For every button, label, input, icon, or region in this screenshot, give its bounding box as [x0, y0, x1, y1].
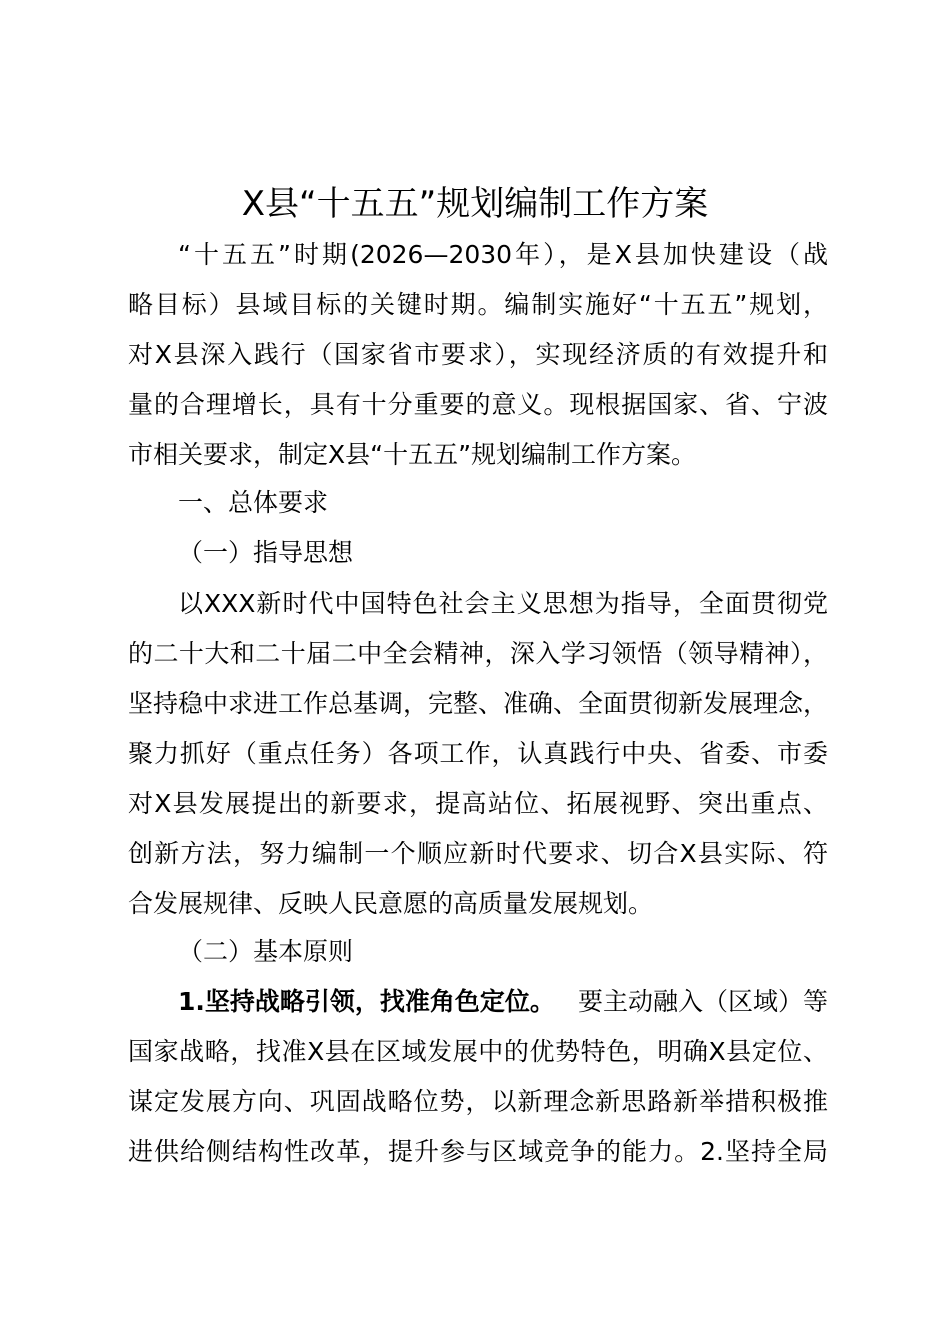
paragraph-line: 谋定发展方向、巩固战略位势，以新理念新思路新举措积极推: [128, 1087, 828, 1116]
paragraph-line: 市相关要求，制定X县“十五五”规划编制工作方案。: [128, 440, 697, 469]
section-heading: 一、总体要求: [178, 488, 329, 517]
paragraph-line: 的二十大和二十届二中全会精神，深入学习领悟（领导精神），: [128, 639, 828, 668]
paragraph-line: 合发展规律、反映人民意愿的高质量发展规划。: [128, 889, 654, 918]
paragraph-line: 以XXX新时代中国特色社会主义思想为指导，全面贯彻党: [178, 589, 828, 618]
paragraph-line: 对X县发展提出的新要求，提高站位、拓展视野、突出重点、: [128, 789, 828, 818]
document-title: X县“十五五”规划编制工作方案: [241, 184, 709, 224]
paragraph-line: 国家战略，找准X县在区域发展中的优势特色，明确X县定位、: [128, 1037, 828, 1066]
paragraph-line: 聚力抓好（重点任务）各项工作，认真践行中央、省委、市委: [128, 739, 828, 768]
paragraph-line: 对X县深入践行（国家省市要求），实现经济质的有效提升和: [128, 340, 828, 369]
paragraph-line: 略目标）县域目标的关键时期。编制实施好“十五五”规划，: [128, 290, 828, 319]
principle-text: 要主动融入（区域）等: [577, 987, 828, 1016]
paragraph-line: 量的合理增长，具有十分重要的意义。现根据国家、省、宁波: [128, 390, 828, 419]
principle-first-line: [178, 982, 828, 1022]
subsection-heading: （一）指导思想: [178, 538, 354, 567]
paragraph-line: 创新方法，努力编制一个顺应新时代要求、切合X县实际、符: [128, 839, 828, 868]
principle-heading: 1.坚持战略引领，找准角色定位。: [178, 987, 555, 1016]
subsection-heading: （二）基本原则: [178, 937, 354, 966]
paragraph-line: 坚持稳中求进工作总基调，完整、准确、全面贯彻新发展理念，: [128, 689, 829, 718]
paragraph-line: 进供给侧结构性改革，提升参与区域竞争的能力。2.坚持全局: [128, 1137, 828, 1166]
paragraph-line: “十五五”时期(2026—2030年），是X县加快建设（战: [178, 240, 828, 269]
